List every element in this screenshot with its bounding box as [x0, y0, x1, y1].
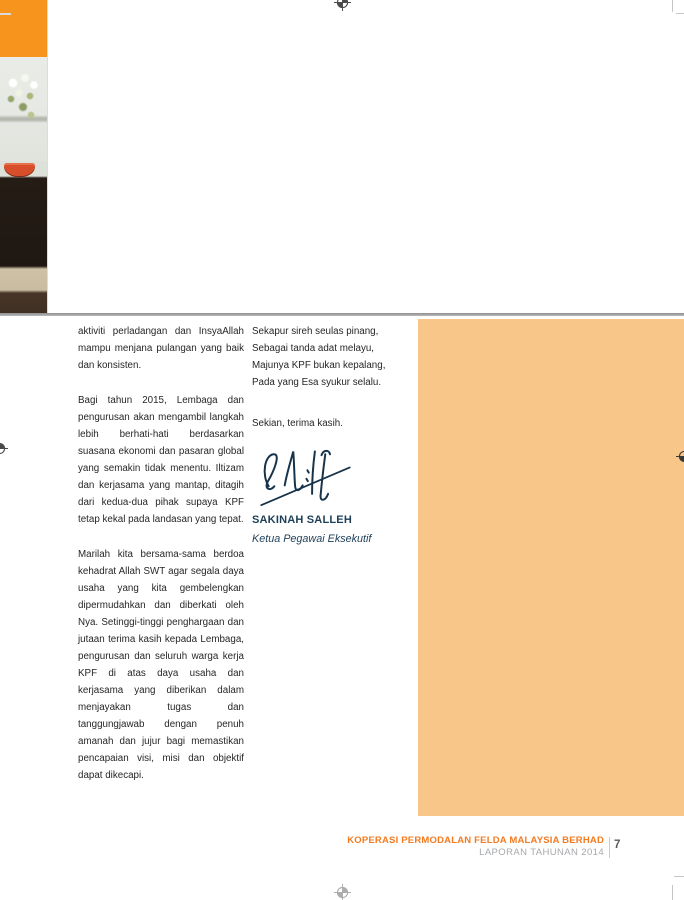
orange-panel [418, 319, 684, 816]
page-divider-rule [0, 313, 684, 316]
red-bowl-in-photo [4, 163, 35, 176]
trim-mark [674, 876, 684, 877]
poem-line: Sebagai tanda adat melayu, [252, 343, 375, 354]
flowers-in-photo [1, 69, 45, 123]
closing-line: Sekian, terima kasih. [252, 418, 343, 429]
text-column-1 [78, 323, 244, 802]
paragraph: Marilah kita bersama-sama berdoa kehadrat Allah SWT agar segala daya usaha yang kita gembelengkan dipermudahkan dan diberkati oleh Nya. Setinggi-tinggi penghargaan dan jutaan terima kasih kepada Lembaga, pengurusan dan seluruh warga kerja KPF di atas daya usaha dan kerjasama yang diberikan dalam menjayakan tugas dan tanggungjawab dengan penuh amanah dan jujur bagi memastikan pencapaian visi, misi dan objektif dapat dikecapi. [78, 549, 244, 781]
poem-line: Majunya KPF bukan kepalang, [252, 360, 386, 371]
paragraph: Bagi tahun 2015, Lembaga dan pengurusan akan mengambil langkah lebih berhati-hati berdasarkan suasana ekonomi dan pasaran global yang semakin tidak menentu. Iltizam dan kerjasama yang mantap, ditagih dari kedua-dua pihak supaya KPF tetap kekal pada landasan yang tepat. [78, 395, 244, 525]
poem-line: Sekapur sireh seulas pinang, [252, 326, 379, 337]
registration-mark-icon [334, 0, 351, 11]
registration-mark-icon [0, 440, 8, 457]
trim-mark [676, 13, 684, 14]
left-bleed-photo-strip [0, 0, 48, 313]
trim-mark [0, 13, 11, 15]
signatory-name: SAKINAH SALLEH [252, 514, 352, 526]
trim-mark [672, 0, 673, 12]
footer-organization: KOPERASI PERMODALAN FELDA MALAYSIA BERHAD [347, 835, 604, 846]
text-column-2 [252, 323, 410, 548]
interior-photo-fragment [0, 57, 47, 313]
footer [347, 835, 604, 858]
orange-bleed-block [0, 0, 47, 57]
signature-image [254, 442, 356, 508]
page-number: 7 [614, 839, 621, 851]
signatory-title: Ketua Pegawai Eksekutif [252, 533, 372, 545]
footer-report-title: LAPORAN TAHUNAN 2014 [479, 847, 604, 858]
trim-mark [672, 885, 673, 900]
paragraph: aktiviti perladangan dan InsyaAllah mampu menjana pulangan yang baik dan konsisten. [78, 326, 244, 371]
footer-divider [609, 837, 610, 858]
registration-mark-icon [334, 884, 351, 900]
poem-line: Pada yang Esa syukur selalu. [252, 377, 382, 388]
registration-mark-icon [676, 448, 684, 465]
